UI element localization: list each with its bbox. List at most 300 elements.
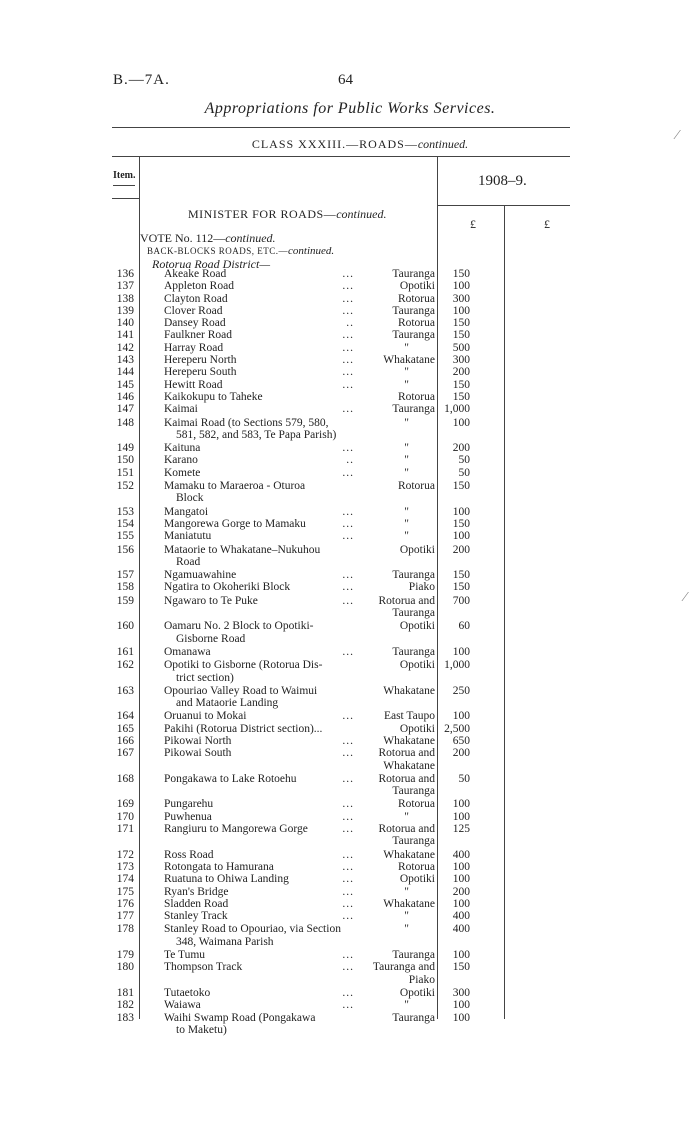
table-row: [0, 949, 700, 961]
district-name-line: Tauranga and: [372, 961, 435, 974]
item-number: 172: [116, 848, 134, 861]
leader-dots: ...: [342, 949, 354, 962]
item-number: 181: [116, 986, 134, 999]
road-name: [164, 949, 364, 961]
road-name-line: Opouriao Valley Road to Waimui: [164, 684, 318, 697]
amount: 100: [452, 280, 470, 293]
district-name: [360, 910, 435, 922]
district-name-line: Opotiki: [399, 986, 435, 999]
road-name-line: Faulkner Road: [164, 329, 233, 342]
district-name: [360, 442, 435, 454]
road-name: [164, 685, 364, 710]
amount: 150: [452, 268, 470, 280]
road-name-line: Ruatuna to Ohiwa Landing: [164, 873, 289, 886]
district-heading: Rotorua Road District—: [152, 257, 271, 271]
district-name-line: ": [404, 378, 409, 391]
leader-dots: ...: [342, 466, 354, 479]
road-name-line: Ross Road: [164, 848, 214, 861]
road-name: [164, 1012, 364, 1037]
district-name-line: ": [404, 466, 409, 479]
district-name-line: Tauranga: [392, 949, 435, 962]
leader-dots: ...: [342, 734, 354, 747]
district-name-line: ": [404, 517, 409, 530]
district-name-line: Whakatane: [383, 848, 435, 861]
district-name: [360, 595, 435, 620]
road-name-line: Block: [176, 492, 204, 505]
table-row: [0, 467, 700, 479]
district-name-line: Tauranga: [392, 268, 435, 280]
leader-dots: ...: [342, 823, 354, 836]
district-name: [360, 823, 435, 848]
leader-dots: ...: [342, 378, 354, 391]
leader-dots: ...: [342, 747, 354, 760]
table-row: [0, 987, 700, 999]
amount: 700: [452, 594, 470, 607]
district-name-line: Tauranga: [392, 1011, 435, 1024]
road-name: [164, 293, 364, 305]
amount: 300: [452, 292, 470, 305]
amount: 50: [458, 466, 470, 479]
minister-heading: MINISTER FOR ROADS—continued.: [188, 207, 387, 221]
table-row: [0, 886, 700, 898]
leader-dots: ...: [342, 810, 354, 823]
district-name: [360, 317, 435, 329]
table-row: [0, 747, 700, 772]
page-title: Appropriations for Public Works Services.: [204, 100, 496, 117]
road-name: [164, 823, 364, 835]
margin-mark: ⁄: [684, 590, 687, 605]
item-number: 160: [116, 620, 134, 633]
road-name-line: Mamaku to Maraeroa - Oturoa: [164, 480, 306, 493]
road-name-line: Waiawa: [164, 999, 201, 1012]
table-row: [0, 280, 700, 292]
district-name-line: ": [404, 923, 409, 936]
table-row: [0, 305, 700, 317]
road-name-line: Stanley Track: [164, 910, 228, 923]
item-number: 180: [116, 961, 134, 974]
road-name-line: Stanley Road to Opouriao, via Section: [164, 923, 341, 936]
district-name-line: Rotorua: [397, 480, 435, 493]
road-name-line: Pakihi (Rotorua District section)...: [164, 722, 323, 735]
item-number: 139: [116, 304, 134, 317]
district-name-line: Opotiki: [399, 659, 435, 672]
table-row: [0, 480, 700, 505]
road-name-line: Puwhenua: [164, 810, 212, 823]
district-name: [360, 403, 435, 415]
road-name: [164, 747, 364, 759]
district-name: [360, 530, 435, 542]
table-row: [0, 823, 700, 848]
district-name: [360, 280, 435, 292]
amount: 125: [452, 823, 470, 836]
district-name: [360, 747, 435, 772]
road-name-line: Sladden Road: [164, 897, 229, 910]
leader-dots: ...: [342, 304, 354, 317]
amount: 100: [452, 810, 470, 823]
road-name-line: Karano: [164, 454, 198, 467]
road-name: [164, 379, 364, 391]
district-name: [360, 798, 435, 810]
table-row: [0, 391, 700, 403]
district-name: [360, 480, 435, 492]
table-row: [0, 417, 700, 442]
item-number: 141: [116, 329, 134, 342]
district-name: [360, 305, 435, 317]
road-name-line: Clover Road: [164, 304, 223, 317]
table-row: [0, 544, 700, 569]
table-row: [0, 518, 700, 530]
district-name: [360, 987, 435, 999]
item-number: 138: [116, 292, 134, 305]
year-rule: [438, 205, 570, 206]
amount: 150: [452, 480, 470, 493]
road-name-line: Oruanui to Mokai: [164, 710, 247, 723]
road-name-line: Akeake Road: [164, 268, 227, 280]
amount: 100: [452, 860, 470, 873]
district-name-line: ": [404, 366, 409, 379]
item-underline: [113, 185, 135, 186]
road-name: [164, 305, 364, 317]
leader-dots: ...: [342, 910, 354, 923]
item-number: 148: [116, 416, 134, 429]
road-name-line: Pikowai North: [164, 734, 232, 747]
road-name-line: Hereperu North: [164, 354, 237, 367]
amount: 150: [452, 378, 470, 391]
leader-dots: ...: [342, 442, 354, 455]
item-number: 151: [116, 466, 134, 479]
amount: 150: [452, 329, 470, 342]
item-number: 153: [116, 505, 134, 518]
road-name-line: Pongakawa to Lake Rotoehu: [164, 772, 297, 785]
district-name-line: Rotorua and: [378, 594, 435, 607]
road-name: [164, 961, 364, 973]
district-name-line: Piako: [408, 973, 435, 986]
leader-dots: ...: [342, 505, 354, 518]
table-row: [0, 961, 700, 986]
district-name: [360, 417, 435, 429]
item-number: 140: [116, 317, 134, 330]
road-name-line: Rotongata to Hamurana: [164, 860, 274, 873]
table-row: [0, 454, 700, 466]
item-column-header: Item.: [113, 170, 136, 181]
district-name-line: Whakatane: [383, 734, 435, 747]
document-code: B.—7A.: [113, 72, 170, 88]
item-number: 168: [116, 772, 134, 785]
district-name: [360, 1012, 435, 1024]
road-name-line: Appleton Road: [164, 280, 234, 293]
district-name-line: Opotiki: [399, 722, 435, 735]
road-name: [164, 910, 364, 922]
item-number: 150: [116, 454, 134, 467]
district-name-line: Rotorua and: [378, 772, 435, 785]
amount: 100: [452, 1011, 470, 1024]
district-name-line: ": [404, 530, 409, 543]
vote-heading: VOTE No. 112—continued.: [140, 231, 276, 245]
district-name-line: ": [404, 416, 409, 429]
amount: 200: [452, 885, 470, 898]
district-name-line: Rotorua: [397, 317, 435, 330]
leader-dots: ...: [342, 961, 354, 974]
leader-dots: ...: [342, 403, 354, 416]
item-number: 157: [116, 569, 134, 582]
item-number: 183: [116, 1011, 134, 1024]
leader-dots: ...: [342, 569, 354, 582]
amount: 250: [452, 684, 470, 697]
district-name: [360, 366, 435, 378]
district-name: [360, 849, 435, 861]
leader-dots: ...: [342, 530, 354, 543]
top-rule: [112, 127, 570, 128]
road-name-line: Clayton Road: [164, 292, 228, 305]
district-name: [360, 710, 435, 722]
district-name: [360, 923, 435, 935]
district-name: [360, 898, 435, 910]
amount: 200: [452, 543, 470, 556]
district-name-line: East Taupo: [383, 710, 435, 723]
leader-dots: ...: [342, 341, 354, 354]
item-number: 155: [116, 530, 134, 543]
road-name: [164, 317, 364, 329]
district-name: [360, 811, 435, 823]
leader-dots: ...: [342, 986, 354, 999]
road-name-line: Omanawa: [164, 645, 211, 658]
road-name: [164, 873, 364, 885]
amount: 100: [452, 416, 470, 429]
year-header: 1908–9.: [478, 173, 527, 189]
district-name-line: Opotiki: [399, 543, 435, 556]
road-name: [164, 581, 364, 593]
pound-sign-1: £: [470, 217, 476, 231]
leader-dots: ..: [346, 454, 354, 467]
district-name: [360, 569, 435, 581]
district-name-line: Tauranga: [392, 329, 435, 342]
table-row: [0, 317, 700, 329]
table-row: [0, 1012, 700, 1037]
page-number: 64: [338, 72, 353, 88]
district-name: [360, 467, 435, 479]
district-name: [360, 354, 435, 366]
amount: 100: [452, 897, 470, 910]
item-number: 169: [116, 798, 134, 811]
district-name: [360, 581, 435, 593]
amount: 100: [452, 999, 470, 1012]
road-name-line: Mataorie to Whakatane–Nukuhou: [164, 543, 321, 556]
item-number: 147: [116, 403, 134, 416]
table-row: [0, 506, 700, 518]
item-number: 152: [116, 480, 134, 493]
item-number: 164: [116, 710, 134, 723]
item-number: 165: [116, 722, 134, 735]
leader-dots: ...: [342, 366, 354, 379]
road-name: [164, 923, 364, 948]
table-row: [0, 873, 700, 885]
road-name: [164, 506, 364, 518]
amount: 100: [452, 304, 470, 317]
leader-dots: ...: [342, 873, 354, 886]
district-name: [360, 391, 435, 403]
district-name-line: Whakatane: [383, 354, 435, 367]
district-name-line: ": [404, 341, 409, 354]
road-name-line: Tutaetoko: [164, 986, 211, 999]
table-row: [0, 723, 700, 735]
road-name-line: Oamaru No. 2 Block to Opotiki-: [164, 620, 314, 633]
table-row: [0, 268, 700, 280]
table-row: [0, 442, 700, 454]
road-name-line: Ryan's Bridge: [164, 885, 229, 898]
item-number: 175: [116, 885, 134, 898]
road-name: [164, 773, 364, 785]
leader-dots: ...: [342, 897, 354, 910]
item-number: 161: [116, 645, 134, 658]
road-name: [164, 987, 364, 999]
table-row: [0, 569, 700, 581]
table-row: [0, 685, 700, 710]
road-name: [164, 620, 364, 645]
road-name: [164, 898, 364, 910]
road-name-line: to Maketu): [176, 1023, 227, 1036]
item-number: 166: [116, 734, 134, 747]
district-name: [360, 685, 435, 697]
table-row: [0, 403, 700, 415]
road-name: [164, 268, 364, 280]
district-name: [360, 620, 435, 632]
item-number: 170: [116, 810, 134, 823]
table-row: [0, 659, 700, 684]
road-name: [164, 417, 364, 442]
district-name-line: Tauranga: [392, 645, 435, 658]
pound-sign-2: £: [544, 217, 550, 231]
district-name-line: Tauranga: [392, 785, 435, 798]
amount: 150: [452, 317, 470, 330]
district-name-line: ": [404, 505, 409, 518]
table-row: [0, 329, 700, 341]
leader-dots: ...: [342, 772, 354, 785]
road-name: [164, 280, 364, 292]
road-name-line: Rangiuru to Mangorewa Gorge: [164, 823, 308, 836]
item-number: 163: [116, 684, 134, 697]
district-name-line: Rotorua: [397, 292, 435, 305]
amount: 300: [452, 354, 470, 367]
district-name-line: ": [404, 810, 409, 823]
amount: 1,000: [444, 403, 470, 416]
road-name-line: Kaituna: [164, 442, 201, 455]
road-name-line: Kaimai: [164, 403, 198, 416]
leader-dots: ...: [342, 329, 354, 342]
amount: 200: [452, 442, 470, 455]
item-number: 177: [116, 910, 134, 923]
table-row: [0, 379, 700, 391]
road-name-line: Dansey Road: [164, 317, 226, 330]
amount: 50: [458, 454, 470, 467]
district-name-line: Whakatane: [383, 759, 435, 772]
road-name: [164, 354, 364, 366]
district-name: [360, 293, 435, 305]
amount: 150: [452, 581, 470, 594]
amount: 150: [452, 390, 470, 403]
district-name-line: Piako: [408, 581, 435, 594]
leader-dots: ...: [342, 860, 354, 873]
item-number: 182: [116, 999, 134, 1012]
district-name-line: Tauranga: [392, 569, 435, 582]
district-name-line: ": [404, 442, 409, 455]
road-name-line: Pungarehu: [164, 798, 214, 811]
appropriations-table: [0, 268, 700, 1036]
road-name: [164, 849, 364, 861]
district-name: [360, 544, 435, 556]
district-name-line: Rotorua and: [378, 823, 435, 836]
district-name: [360, 735, 435, 747]
item-number: 174: [116, 873, 134, 886]
leader-dots: ...: [342, 848, 354, 861]
amount: 60: [458, 620, 470, 633]
table-row: [0, 620, 700, 645]
road-name-line: Waihi Swamp Road (Pongakawa: [164, 1011, 316, 1024]
table-row: [0, 798, 700, 810]
district-name-line: Whakatane: [383, 897, 435, 910]
leader-dots: ...: [342, 645, 354, 658]
table-row: [0, 735, 700, 747]
road-name: [164, 861, 364, 873]
district-name-line: Opotiki: [399, 873, 435, 886]
table-row: [0, 923, 700, 948]
district-name: [360, 773, 435, 798]
district-name-line: ": [404, 454, 409, 467]
amount: 100: [452, 873, 470, 886]
amount: 200: [452, 747, 470, 760]
road-name: [164, 723, 364, 735]
table-row: [0, 646, 700, 658]
road-name-line: Kaikokupu to Taheke: [164, 390, 263, 403]
district-name: [360, 342, 435, 354]
district-name: [360, 454, 435, 466]
road-name: [164, 329, 364, 341]
leader-dots: ...: [342, 280, 354, 293]
district-name-line: Tauranga: [392, 403, 435, 416]
header-rule: [112, 156, 570, 157]
district-name: [360, 506, 435, 518]
district-name: [360, 886, 435, 898]
road-name: [164, 342, 364, 354]
road-name-line: Hereperu South: [164, 366, 237, 379]
district-name: [360, 329, 435, 341]
table-row: [0, 849, 700, 861]
road-name: [164, 391, 364, 403]
district-name-line: ": [404, 885, 409, 898]
district-name: [360, 379, 435, 391]
road-name-line: Opotiki to Gisborne (Rotorua Dis-: [164, 659, 323, 672]
district-name-line: Opotiki: [399, 280, 435, 293]
table-row: [0, 581, 700, 593]
item-number: 167: [116, 747, 134, 760]
table-row: [0, 898, 700, 910]
road-name: [164, 735, 364, 747]
item-number: 179: [116, 949, 134, 962]
item-number: 137: [116, 280, 134, 293]
road-name-line: Gisborne Road: [176, 632, 246, 645]
item-number: 144: [116, 366, 134, 379]
road-name: [164, 811, 364, 823]
amount: 650: [452, 734, 470, 747]
item-number: 173: [116, 860, 134, 873]
road-name-line: 581, 582, and 583, Te Papa Parish): [176, 428, 337, 441]
district-name-line: Opotiki: [399, 620, 435, 633]
item-number: 158: [116, 581, 134, 594]
amount: 100: [452, 645, 470, 658]
amount: 1,000: [444, 659, 470, 672]
road-name: [164, 366, 364, 378]
district-name-line: Tauranga: [392, 304, 435, 317]
road-name-line: Road: [176, 555, 201, 568]
